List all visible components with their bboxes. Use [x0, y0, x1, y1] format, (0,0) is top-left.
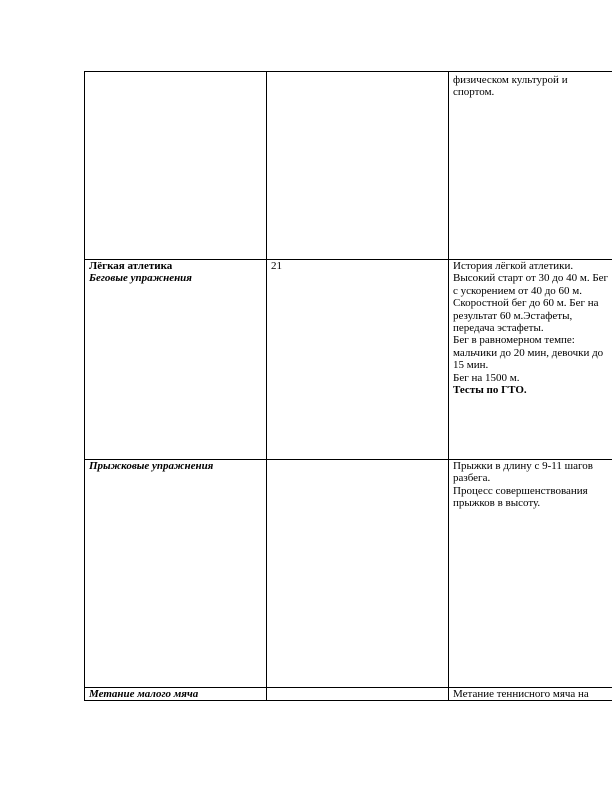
content-line: прыжков в высоту. [453, 497, 541, 510]
content-line: результат 60 м.Эстафеты, [453, 309, 573, 322]
content-line: с ускорением от 40 до 60 м. [453, 284, 583, 297]
content-line: разбега. [453, 472, 491, 485]
section-cell [85, 72, 267, 260]
content-line: Прыжки в длину с 9-11 шагов [453, 460, 593, 472]
content-line: История лёгкой атлетики. [453, 260, 574, 272]
section-subtitle: Беговые упражнения [89, 272, 192, 285]
section-subtitle: Метание малого мяча [89, 688, 199, 700]
content-line: спортом. [453, 86, 495, 99]
section-subtitle: Прыжковые упражнения [89, 460, 214, 472]
section-title: Лёгкая атлетика [89, 260, 173, 272]
content-line: физическом культурой и [453, 74, 568, 86]
table-row [85, 460, 612, 688]
content-line: 15 мин. [453, 359, 489, 372]
section-cell [85, 460, 267, 688]
content-line: Высокий старт от 30 до 40 м. Бег [453, 272, 609, 285]
content-line: Скоростной бег до 60 м. Бег на [453, 297, 599, 310]
hours-value: 21 [271, 260, 282, 272]
content-line: передача эстафеты. [453, 322, 544, 335]
content-line: Метание теннисного мяча на [453, 688, 589, 700]
content-cell [449, 460, 612, 688]
table-row [85, 260, 612, 460]
content-line: Бег в равномерном темпе: [453, 334, 575, 347]
section-cell [85, 688, 267, 701]
hours-cell [267, 688, 449, 701]
table-row [85, 688, 612, 701]
hours-cell [267, 72, 449, 260]
content-cell [449, 260, 612, 460]
content-line: Бег на 1500 м. [453, 371, 520, 384]
table-row [85, 72, 612, 260]
content-cell [449, 688, 612, 701]
section-cell [85, 260, 267, 460]
hours-cell [267, 260, 449, 460]
curriculum-table [84, 71, 612, 701]
content-line: Процесс совершенствования [453, 484, 588, 497]
hours-cell [267, 460, 449, 688]
content-line: мальчики до 20 мин, девочки до [453, 346, 604, 359]
content-bold-line: Тесты по ГТО. [453, 384, 527, 397]
content-cell [449, 72, 612, 260]
